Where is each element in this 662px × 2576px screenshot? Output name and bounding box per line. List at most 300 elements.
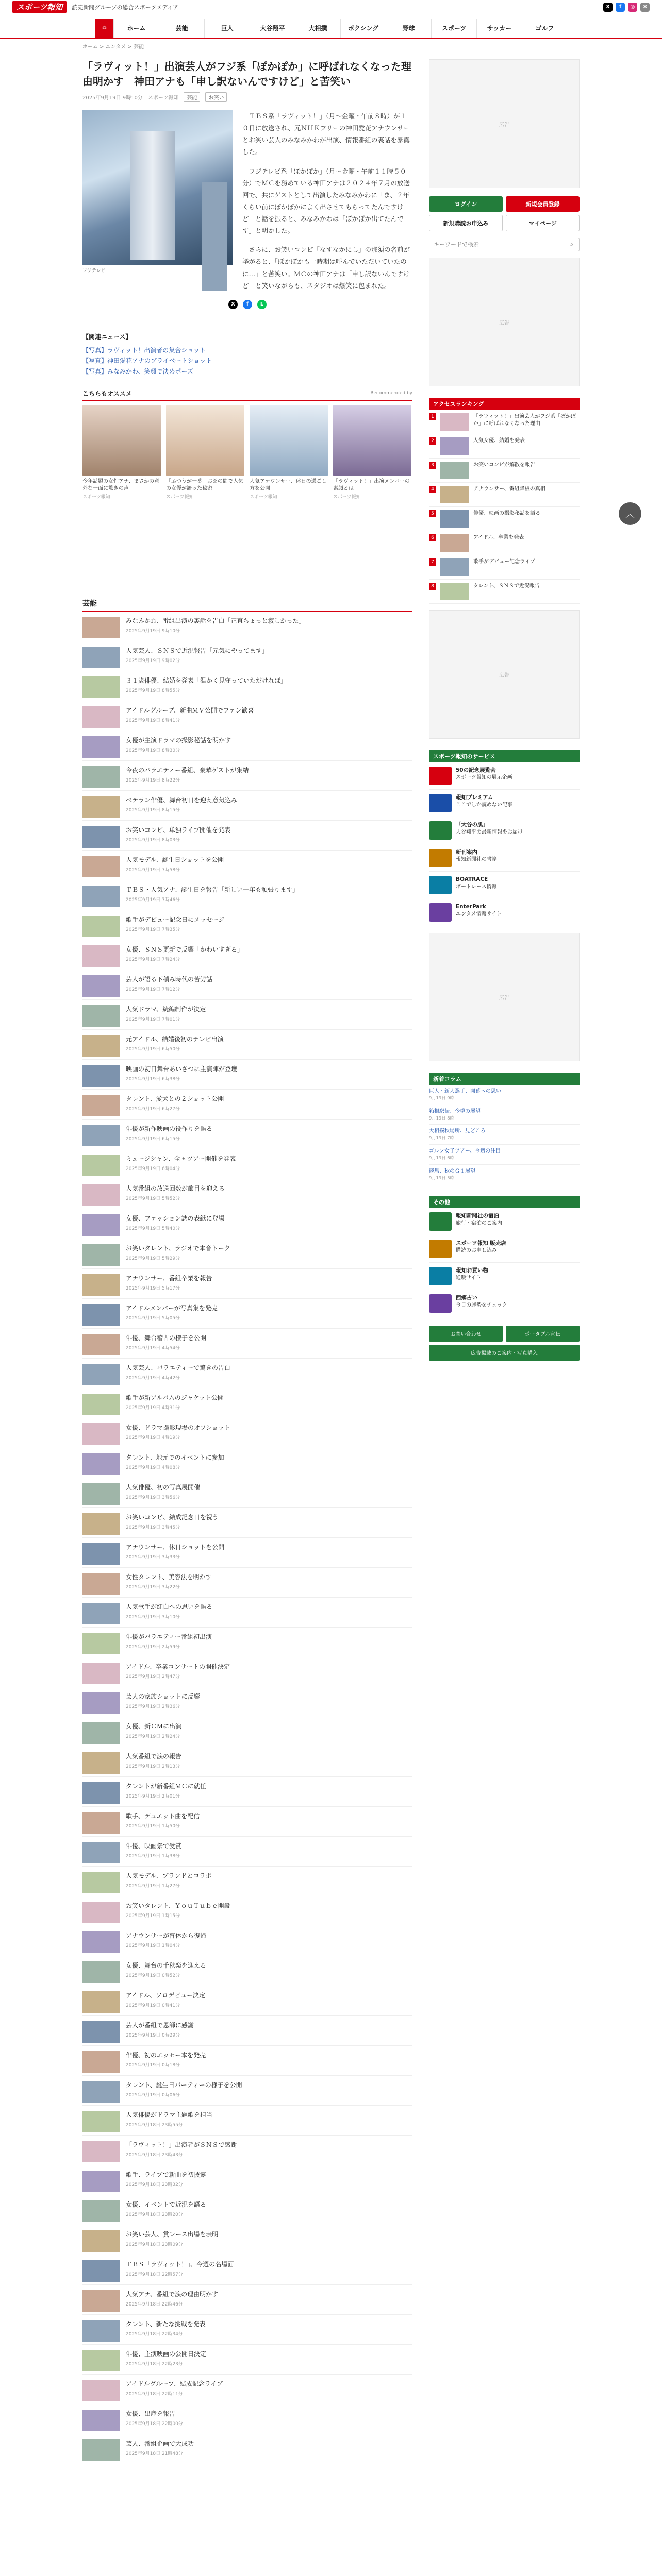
feed-item[interactable]: [82, 1956, 412, 1986]
recommend-thumb: [166, 405, 244, 476]
feed-item[interactable]: [82, 1418, 412, 1448]
promo-list: [429, 762, 580, 926]
feed-time: 2025年9月18日 21時48分: [126, 2451, 183, 2456]
nav-home-icon[interactable]: ⌂: [95, 19, 113, 38]
feed-time: 2025年9月19日 2時24分: [126, 1734, 180, 1739]
article-paragraph: さらに、お笑いコンビ「なすなかにし」の那須の名前が挙がると、「ぽかぽかも一時期は呼んでいただいていたのに…」と苦笑い。ＭＣの神田アナは「申し訳ないんですけど」と笑いながらも、スタジオは爆笑に包まれた。: [242, 246, 410, 290]
ranking-item[interactable]: [429, 434, 580, 459]
ad-info-button[interactable]: 広告掲載のご案内・写真購入: [429, 1345, 580, 1361]
promo-desc: 報知新聞社の書籍: [456, 856, 497, 862]
feed-thumb: [82, 1872, 120, 1893]
share-x-icon[interactable]: X: [228, 300, 238, 309]
feed-title: ３１歳俳優、結婚を発表「温かく見守っていただければ」: [126, 676, 287, 684]
subscribe-link[interactable]: 新規購読お申込み: [429, 215, 503, 231]
recommend-card[interactable]: [333, 405, 411, 500]
feed-title: アイドルグループ、新曲ＭＶ公開でファン歓喜: [126, 706, 254, 714]
feed-item[interactable]: [82, 671, 412, 701]
feed-item[interactable]: [82, 1598, 412, 1628]
back-to-top-icon[interactable]: ︿: [619, 502, 641, 525]
x-icon[interactable]: X: [603, 3, 613, 12]
feed-time: 2025年9月19日 2時59分: [126, 1644, 180, 1650]
feed-title: 今夜のバラエティー番組、豪華ゲストが集結: [126, 766, 249, 774]
ranking-thumb: [440, 583, 469, 600]
nav-item-sports[interactable]: スポーツ: [431, 19, 476, 38]
feed-thumb: [82, 1065, 120, 1087]
site-logo[interactable]: スポーツ報知: [12, 1, 67, 13]
feed-title: 女優、ファッション誌の表紙に登場: [126, 1214, 225, 1222]
feed-thumb: [82, 1304, 120, 1326]
promo-item[interactable]: [429, 872, 580, 899]
feed-thumb: [82, 856, 120, 877]
feed-time: 2025年9月19日 7時58分: [126, 867, 180, 873]
content-wrap: [0, 53, 662, 2464]
recommend-card[interactable]: [166, 405, 244, 500]
recommend-thumb: [250, 405, 328, 476]
feed-title: お笑いコンビ、単独ライブ開催を発表: [126, 826, 231, 834]
rank-number: 3: [429, 462, 436, 469]
feed-time: 2025年9月19日 4時54分: [126, 1345, 180, 1351]
mail-icon[interactable]: ✉: [640, 3, 650, 12]
nav-item-ohtani[interactable]: 大谷翔平: [250, 19, 295, 38]
promo-item[interactable]: [429, 762, 580, 790]
feed-time: 2025年9月19日 5時17分: [126, 1285, 180, 1291]
other-desc: 今日の運勢をチェック: [456, 1302, 507, 1308]
article-title: 「ラヴィット！」出演芸人がフジ系「ぽかぽか」に呼ばれなくなった理由明かす 神田アナも「申し訳ないんですけど」と苦笑い: [82, 60, 411, 88]
feed-title: 人気ドラマ、続編制作が決定: [126, 1005, 206, 1013]
article-body: [82, 110, 412, 292]
feed-time: 2025年9月19日 8時22分: [126, 777, 180, 783]
feed-item[interactable]: [82, 2285, 412, 2315]
feed-title: お笑いタレント、ラジオで本音トーク: [126, 1244, 230, 1252]
feed-time: 2025年9月19日 4時42分: [126, 1375, 180, 1381]
rank-number: 4: [429, 486, 436, 493]
other-item[interactable]: [429, 1263, 580, 1290]
feed-item[interactable]: [82, 2195, 412, 2225]
feed-thumb: [82, 1364, 120, 1385]
ad-slot[interactable]: 広告: [429, 933, 580, 1061]
feed-thumb: [82, 676, 120, 698]
feed-title: 人気モデル、ブランドとコラボ: [126, 1872, 212, 1879]
column-item[interactable]: [429, 1105, 580, 1125]
promo-title: 報知プレミアム: [456, 794, 493, 801]
promo-desc: 大谷翔平の最新情報をお届け: [456, 829, 523, 835]
login-button[interactable]: ログイン: [429, 196, 503, 212]
feed-item[interactable]: [82, 2255, 412, 2285]
article-photo[interactable]: [82, 110, 233, 276]
feed-item[interactable]: [82, 2046, 412, 2076]
share-line-icon[interactable]: L: [257, 300, 267, 309]
feed-thumb: [82, 1961, 120, 1983]
ranking-thumb: [440, 413, 469, 431]
feed-thumb: [82, 1782, 120, 1804]
article-paragraph: ＴＢＳ系「ラヴィット！」（月～金曜・午前８時）が１０日に放送され、元ＮＨＫフリーの神田愛花アナウンサーとお笑い芸人のみなみかわが出演、情報番組の裏話を暴露した。: [242, 112, 410, 156]
column-time: 9月19日 5時: [429, 1175, 454, 1180]
feed-item[interactable]: [82, 1359, 412, 1388]
ranking-item[interactable]: [429, 507, 580, 531]
nav-item-baseball[interactable]: 野球: [386, 19, 431, 38]
other-item[interactable]: [429, 1235, 580, 1263]
feed-item[interactable]: [82, 2106, 412, 2136]
other-desc: 購読のお申し込み: [456, 1247, 497, 1253]
feed-item[interactable]: [82, 1269, 412, 1299]
ranking-title: 人気女優、結婚を発表: [473, 438, 525, 444]
ranking-item[interactable]: [429, 459, 580, 483]
recommend-card[interactable]: [82, 405, 161, 500]
feed-thumb: [82, 1722, 120, 1744]
feed-title: お笑いタレント、ＹｏｕＴｕｂｅ開設: [126, 1902, 230, 1909]
recommend-source: スポーツ報知: [250, 494, 277, 500]
main-nav: [0, 19, 662, 39]
promo-desc: エンタメ情報サイト: [456, 911, 502, 917]
ranking-thumb: [440, 534, 469, 552]
feed-item[interactable]: [82, 1120, 412, 1149]
nav-item-golf[interactable]: ゴルフ: [522, 19, 567, 38]
share-facebook-icon[interactable]: f: [243, 300, 252, 309]
feed-title: 「ラヴィット！」出演者がＳＮＳで感謝: [126, 2141, 237, 2148]
feed-time: 2025年9月19日 2時36分: [126, 1704, 180, 1709]
facebook-icon[interactable]: f: [616, 3, 625, 12]
feed-item[interactable]: [82, 1508, 412, 1538]
recommend-list: [82, 405, 412, 500]
recommend-card[interactable]: [250, 405, 328, 500]
feed-item[interactable]: [82, 2076, 412, 2106]
feed-thumb: [82, 1244, 120, 1266]
tag-comedy[interactable]: お笑い: [205, 92, 227, 102]
ad-slot[interactable]: 広告: [429, 610, 580, 739]
rank-number: 1: [429, 413, 436, 420]
feed-thumb: [82, 1423, 120, 1445]
feed-thumb: [82, 2260, 120, 2282]
feed-title: 俳優、主演映画の公開日決定: [126, 2350, 207, 2358]
feed-title: 元アイドル、結婚後初のテレビ出演: [126, 1035, 224, 1043]
feed-title: みなみかわ、番組出演の裏話を告白「正直ちょっと寂しかった」: [126, 617, 305, 624]
promo-logo-icon: [429, 876, 452, 894]
related-link[interactable]: 【写真】ラヴィット！出演者の集合ショット: [82, 346, 206, 354]
feed-item[interactable]: [82, 1657, 412, 1687]
feed-thumb: [82, 1573, 120, 1595]
column-item[interactable]: [429, 1125, 580, 1145]
article-meta: [82, 92, 412, 102]
contact-button[interactable]: お問い合わせ: [429, 1326, 503, 1342]
feed-title: 人気俳優がドラマ主題歌を担当: [126, 2111, 213, 2119]
feed-thumb: [82, 796, 120, 818]
feed-thumb: [82, 1603, 120, 1624]
promo-desc: ボートレース情報: [456, 884, 497, 890]
feed-item[interactable]: [82, 641, 412, 671]
feed-thumb: [82, 1274, 120, 1296]
ranking-title: アイドル、卒業を発表: [473, 535, 524, 540]
promo-logo-icon: [429, 849, 452, 867]
feed-time: 2025年9月19日 1時50分: [126, 1823, 180, 1829]
login-box: [429, 196, 580, 231]
feed-time: 2025年9月19日 5時52分: [126, 1196, 180, 1201]
feed-item[interactable]: [82, 940, 412, 970]
feed-time: 2025年9月19日 9時10分: [126, 628, 180, 634]
feed-item[interactable]: [82, 1538, 412, 1568]
feed-time: 2025年9月19日 8時15分: [126, 807, 180, 813]
feed-item[interactable]: [82, 1896, 412, 1926]
related-link[interactable]: 【写真】神田愛花アナのプライベートショット: [82, 357, 212, 365]
feed-thumb: [82, 2111, 120, 2132]
feed-title: 人気アナ、番組で涙の理由明かす: [126, 2290, 219, 2298]
other-item[interactable]: [429, 1208, 580, 1235]
other-title: 報知新聞社の宿泊: [456, 1213, 499, 1219]
feed-time: 2025年9月18日 22時23分: [126, 2361, 183, 2367]
ranking-title: 歌手がデビュー記念ライブ: [473, 559, 535, 565]
related-heading: 【関連ニュース】: [82, 333, 132, 341]
feed-item[interactable]: [82, 612, 412, 641]
promo-item[interactable]: [429, 844, 580, 872]
feed-item[interactable]: [82, 731, 412, 761]
feed-item[interactable]: [82, 1986, 412, 2016]
feed-item[interactable]: [82, 1687, 412, 1717]
feed-thumb: [82, 736, 120, 758]
news-feed: [82, 612, 412, 2464]
feed-time: 2025年9月19日 8時03分: [126, 837, 180, 843]
feed-item[interactable]: [82, 821, 412, 851]
related-link[interactable]: 【写真】みなみかわ、笑顔で決めポーズ: [82, 367, 193, 375]
feed-item[interactable]: [82, 1179, 412, 1209]
feed-title: 女優、イベントで近況を語る: [126, 2200, 207, 2208]
feed-thumb: [82, 2290, 120, 2312]
feed-item[interactable]: [82, 1807, 412, 1837]
feed-thumb: [82, 1902, 120, 1923]
feed-title: 人気番組の放送回数が節目を迎える: [126, 1184, 225, 1192]
sidebar: [429, 53, 580, 2464]
feed-title: アイドルグループ、結成記念ライブ: [126, 2380, 223, 2387]
ranking-item[interactable]: [429, 531, 580, 555]
column-item[interactable]: [429, 1145, 580, 1165]
recommend-source: スポーツ報知: [333, 494, 361, 500]
feed-thumb: [82, 916, 120, 937]
column-item[interactable]: [429, 1085, 580, 1105]
feed-item[interactable]: [82, 791, 412, 821]
ad-slot[interactable]: 広告: [429, 258, 580, 386]
feed-time: 2025年9月18日 23時43分: [126, 2152, 183, 2158]
feed-item[interactable]: [82, 1568, 412, 1598]
other-logo-icon: [429, 1240, 452, 1258]
feed-item[interactable]: [82, 1090, 412, 1120]
feed-item[interactable]: [82, 1388, 412, 1418]
ranking-item[interactable]: [429, 580, 580, 604]
nav-item-entertainment[interactable]: 芸能: [159, 19, 204, 38]
other-desc: 通販サイト: [456, 1275, 482, 1281]
feed-title: 女優、ＳＮＳ更新で反響「かわいすぎる」: [126, 945, 244, 953]
nav-item-soccer[interactable]: サッカー: [476, 19, 522, 38]
feed-item[interactable]: [82, 910, 412, 940]
column-time: 9月19日 6時: [429, 1155, 454, 1160]
nav-item-home[interactable]: ホーム: [113, 19, 159, 38]
feed-title: アイドル、卒業コンサートの開催決定: [126, 1663, 230, 1670]
column-title: 競馬、秋のＧ１展望: [429, 1168, 475, 1174]
search-input[interactable]: [429, 238, 565, 251]
feed-item[interactable]: [82, 1926, 412, 1956]
feed-thumb: [82, 1394, 120, 1415]
nav-item-giants[interactable]: 巨人: [204, 19, 250, 38]
other-title: スポーツ報知 販売店: [456, 1240, 506, 1247]
feed-item[interactable]: [82, 1777, 412, 1807]
feed-item[interactable]: [82, 1837, 412, 1867]
promo-logo-icon: [429, 767, 452, 785]
feed-title: アナウンサーが育休から復帰: [126, 1931, 207, 1939]
feed-title: 女優、舞台の千秋楽を迎える: [126, 1961, 207, 1969]
column-list: [429, 1085, 580, 1184]
feed-thumb: [82, 886, 120, 907]
feed-time: 2025年9月19日 1時38分: [126, 1853, 180, 1859]
feed-item[interactable]: [82, 970, 412, 1000]
recommend-title: 「ふつうが一番」お茶の間で人気の女優が語った秘密: [166, 478, 243, 492]
promo-item[interactable]: [429, 817, 580, 844]
feed-item[interactable]: [82, 1747, 412, 1777]
feed-thumb: [82, 1543, 120, 1565]
feed-item[interactable]: [82, 2345, 412, 2375]
feed-time: 2025年9月18日 23時09分: [126, 2242, 183, 2247]
feed-thumb: [82, 1095, 120, 1116]
feed-item[interactable]: [82, 761, 412, 791]
feed-thumb: [82, 1931, 120, 1953]
feed-item[interactable]: [82, 1149, 412, 1179]
column-time: 9月19日 8時: [429, 1115, 454, 1121]
ranking-list: [429, 410, 580, 604]
recommend-source: スポーツ報知: [82, 494, 110, 500]
feed-title: 歌手、デュエット曲を配信: [126, 1812, 200, 1820]
feed-item[interactable]: [82, 701, 412, 731]
search-icon[interactable]: ⌕: [570, 241, 574, 248]
ranking-title: お笑いコンビが解散を報告: [473, 462, 535, 468]
other-title: 報知お買い物: [456, 1267, 488, 1274]
feed-item[interactable]: [82, 2165, 412, 2195]
feed-item[interactable]: [82, 2016, 412, 2046]
feed-item[interactable]: [82, 1867, 412, 1896]
feed-title: タレント、愛犬との２ショット公開: [126, 1095, 224, 1103]
ranking-item[interactable]: [429, 410, 580, 434]
feed-item[interactable]: [82, 851, 412, 880]
column-title: ゴルフ女子ツアー、今週の注目: [429, 1148, 501, 1154]
feed-thumb: [82, 706, 120, 728]
feed-title: 女性タレント、美容法を明かす: [126, 1573, 212, 1581]
feed-time: 2025年9月19日 1時15分: [126, 1913, 180, 1919]
feed-item[interactable]: [82, 1717, 412, 1747]
mypage-link[interactable]: マイページ: [506, 215, 580, 231]
feed-time: 2025年9月19日 7時12分: [126, 987, 180, 992]
promo-title: EnterPark: [456, 904, 486, 910]
feed-thumb: [82, 2380, 120, 2401]
feed-time: 2025年9月19日 5時40分: [126, 1226, 180, 1231]
feed-item[interactable]: [82, 2136, 412, 2165]
feed-heading: 芸能: [82, 598, 412, 612]
ranking-item[interactable]: [429, 483, 580, 507]
feed-item[interactable]: [82, 2404, 412, 2434]
other-heading: その他: [429, 1196, 580, 1208]
tag-entertainment[interactable]: 芸能: [184, 92, 200, 102]
feed-title: タレント、新たな挑戦を発表: [126, 2320, 206, 2328]
ranking-title: 俳優、映画の撮影秘話を語る: [473, 511, 540, 516]
feed-thumb: [82, 1663, 120, 1684]
promo-desc: ここでしか読めない記事: [456, 802, 512, 808]
share-buttons: [82, 300, 412, 309]
feed-title: ＴＢＳ「ラヴィット！」、今週の名場面: [126, 2260, 234, 2268]
feed-time: 2025年9月19日 3時10分: [126, 1614, 180, 1620]
promo-item[interactable]: [429, 790, 580, 817]
feed-item[interactable]: [82, 1448, 412, 1478]
feed-title: アイドル、ソロデビュー決定: [126, 1991, 205, 1999]
feed-time: 2025年9月19日 7時24分: [126, 957, 180, 962]
feed-time: 2025年9月19日 3時33分: [126, 1554, 180, 1560]
feed-item[interactable]: [82, 1060, 412, 1090]
feed-item[interactable]: [82, 2434, 412, 2464]
feed-title: 芸人、番組企画で大成功: [126, 2439, 194, 2447]
feed-title: アナウンサー、番組卒業を報告: [126, 1274, 212, 1282]
feed-item[interactable]: [82, 1209, 412, 1239]
feed-title: 人気俳優、初の写真展開催: [126, 1483, 201, 1491]
feed-title: 俳優、映画祭で受賞: [126, 1842, 182, 1850]
feed-time: 2025年9月19日 1時27分: [126, 1883, 180, 1889]
feed-time: 2025年9月19日 7時01分: [126, 1016, 180, 1022]
portable-button[interactable]: ポータブル宣伝: [506, 1326, 580, 1342]
ranking-item[interactable]: [429, 555, 580, 580]
feed-item[interactable]: [82, 1299, 412, 1329]
feed-thumb: [82, 1184, 120, 1206]
feed-item[interactable]: [82, 1030, 412, 1060]
feed-item[interactable]: [82, 880, 412, 910]
feed-title: 俳優がバラエティー番組初出演: [126, 1633, 212, 1640]
promo-item[interactable]: [429, 899, 580, 926]
instagram-icon[interactable]: ◎: [628, 3, 637, 12]
feed-title: 女優が主演ドラマの撮影秘話を明かす: [126, 736, 231, 744]
feed-thumb: [82, 2230, 120, 2252]
column-item[interactable]: [429, 1165, 580, 1185]
feed-time: 2025年9月19日 6時15分: [126, 1136, 180, 1142]
breadcrumb[interactable]: ホーム > エンタメ > 芸能: [82, 44, 144, 50]
rank-number: 8: [429, 583, 436, 590]
nav-item-boxing[interactable]: ボクシング: [340, 19, 386, 38]
feed-item[interactable]: [82, 1000, 412, 1030]
feed-item[interactable]: [82, 1628, 412, 1657]
search-box: [429, 238, 580, 251]
feed-time: 2025年9月18日 22時57分: [126, 2272, 183, 2277]
feed-item[interactable]: [82, 1239, 412, 1269]
column-time: 9月19日 7時: [429, 1135, 454, 1141]
other-logo-icon: [429, 1212, 452, 1231]
feed-item[interactable]: [82, 1329, 412, 1359]
signup-button[interactable]: 新規会員登録: [506, 196, 580, 212]
feed-time: 2025年9月19日 8時55分: [126, 688, 180, 693]
feed-thumb: [82, 945, 120, 967]
feed-thumb: [82, 2171, 120, 2192]
feed-thumb: [82, 1752, 120, 1774]
feed-time: 2025年9月19日 4時08分: [126, 1465, 180, 1470]
feed-title: 人気芸人、ＳＮＳで近況報告「元気にやってます」: [126, 647, 269, 654]
ranking-title: タレント、ＳＮＳで近況報告: [473, 583, 540, 589]
ad-slot[interactable]: 広告: [429, 59, 580, 188]
other-item[interactable]: [429, 1290, 580, 1317]
feed-thumb: [82, 1453, 120, 1475]
feed-item[interactable]: [82, 2225, 412, 2255]
building-photo: [82, 110, 233, 265]
feed-item[interactable]: [82, 1478, 412, 1508]
feed-time: 2025年9月18日 23時20分: [126, 2212, 183, 2217]
nav-item-sumo[interactable]: 大相撲: [295, 19, 340, 38]
feed-thumb: [82, 1812, 120, 1834]
feed-item[interactable]: [82, 2375, 412, 2404]
promo-title: BOATRACE: [456, 876, 488, 883]
site-header: [0, 0, 662, 14]
feed-thumb: [82, 2410, 120, 2431]
feed-item[interactable]: [82, 2315, 412, 2345]
feed-thumb: [82, 1214, 120, 1236]
feed-title: 俳優、初のエッセー本を発売: [126, 2051, 206, 2059]
feed-thumb: [82, 1513, 120, 1535]
